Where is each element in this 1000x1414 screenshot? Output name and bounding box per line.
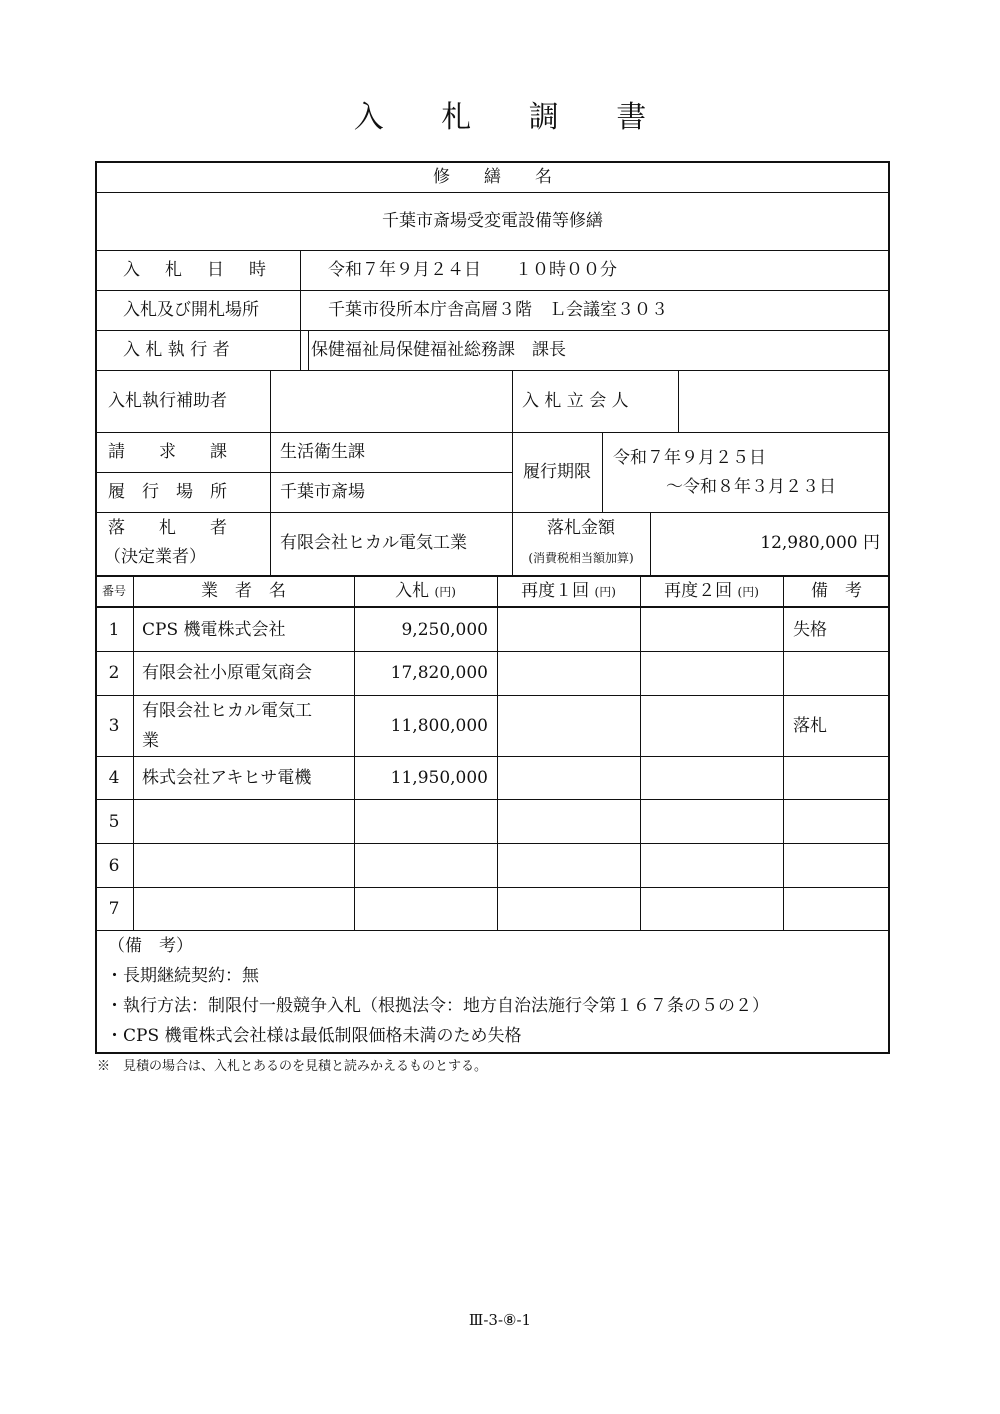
period-start: 令和７年９月２５日 xyxy=(613,448,766,468)
row-bid: 11,950,000 xyxy=(390,768,488,788)
winner-label-sub: （決定業者） xyxy=(104,547,206,567)
work-place: 千葉市斎場 xyxy=(280,482,365,502)
page-number: Ⅲ-3-⑧-1 xyxy=(468,1311,532,1329)
col-header-remarks: 備 考 xyxy=(811,581,862,601)
note-item: ・CPS 機電株式会社様は最低制限価格未満のため失格 xyxy=(106,1026,522,1046)
executor: 保健福祉局保健福祉総務課 課長 xyxy=(311,340,566,360)
row-no: 1 xyxy=(108,620,120,640)
row-company: 有限会社ヒカル電気工 xyxy=(142,701,312,721)
row-company-continued: 業 xyxy=(142,731,159,751)
row-bid: 9,250,000 xyxy=(401,620,488,640)
row-no: 2 xyxy=(108,663,120,683)
row-company: 株式会社アキヒサ電機 xyxy=(142,768,312,788)
billing-dept-label: 請 求 課 xyxy=(108,442,227,462)
bid-place: 千葉市役所本庁舎高層３階 Ｌ会議室３０３ xyxy=(328,300,668,320)
executor-label: 入 札 執 行 者 xyxy=(123,340,230,360)
winner-label: 落 札 者 xyxy=(108,518,227,538)
bid-datetime-label: 入 札 日 時 xyxy=(123,260,270,280)
bid-datetime: 令和７年９月２４日 １０時００分 xyxy=(328,260,617,280)
row-no: 6 xyxy=(108,856,120,876)
note-item: ・長期継続契約：無 xyxy=(106,966,259,986)
col-header-rebid1-label: 再度１回 xyxy=(521,581,590,601)
col-header-rebid1-unit: (円) xyxy=(594,585,616,599)
winning-amount: 12,980,000 円 xyxy=(760,533,880,553)
repair-name: 千葉市斎場受変電設備等修繕 xyxy=(382,211,603,231)
witness-label: 入 札 立 会 人 xyxy=(522,391,629,411)
col-header-rebid1 xyxy=(497,583,640,600)
note-item: ・執行方法：制限付一般競争入札（根拠法令：地方自治法施行令第１６７条の５の２） xyxy=(106,996,769,1016)
row-no: 3 xyxy=(108,716,120,736)
col-header-rebid2-label: 再度２回 xyxy=(664,581,733,601)
col-header-company: 業 者 名 xyxy=(201,581,286,601)
billing-dept: 生活衛生課 xyxy=(280,442,365,462)
period-label: 履行期限 xyxy=(523,462,591,482)
row-company: 有限会社小原電気商会 xyxy=(142,663,312,683)
repair-name-label: 修 繕 名 xyxy=(433,167,552,187)
row-remarks: 落札 xyxy=(793,716,827,736)
row-no: 4 xyxy=(108,768,120,788)
row-bid: 11,800,000 xyxy=(390,716,488,736)
amount-label-sub: (消費税相当額加算) xyxy=(528,551,634,565)
col-header-rebid2-unit: (円) xyxy=(737,585,759,599)
row-bid: 17,820,000 xyxy=(390,663,488,683)
row-company: CPS 機電株式会社 xyxy=(142,620,286,640)
work-place-label: 履 行 場 所 xyxy=(108,482,227,502)
amount-label: 落札金額 xyxy=(547,518,615,538)
col-header-no: 番号 xyxy=(101,584,126,598)
col-header-bid-unit: (円) xyxy=(434,585,456,599)
row-no: 5 xyxy=(108,812,120,832)
col-header-bid-label: 入札 xyxy=(395,581,430,601)
winner-company: 有限会社ヒカル電気工業 xyxy=(280,533,467,553)
document-title: 入 札 調 書 xyxy=(353,100,671,135)
footnote: ※ 見積の場合は、入札とあるのを見積と読みかえるものとする。 xyxy=(97,1059,488,1074)
notes-heading: （備 考） xyxy=(108,936,193,956)
col-header-bid xyxy=(354,583,497,600)
period-end: ～令和８年３月２３日 xyxy=(666,477,836,497)
assistant-label: 入札執行補助者 xyxy=(108,391,227,411)
row-no: 7 xyxy=(108,899,120,919)
col-header-rebid2 xyxy=(640,583,783,600)
row-remarks: 失格 xyxy=(793,620,827,640)
bid-place-label: 入札及び開札場所 xyxy=(123,300,259,320)
